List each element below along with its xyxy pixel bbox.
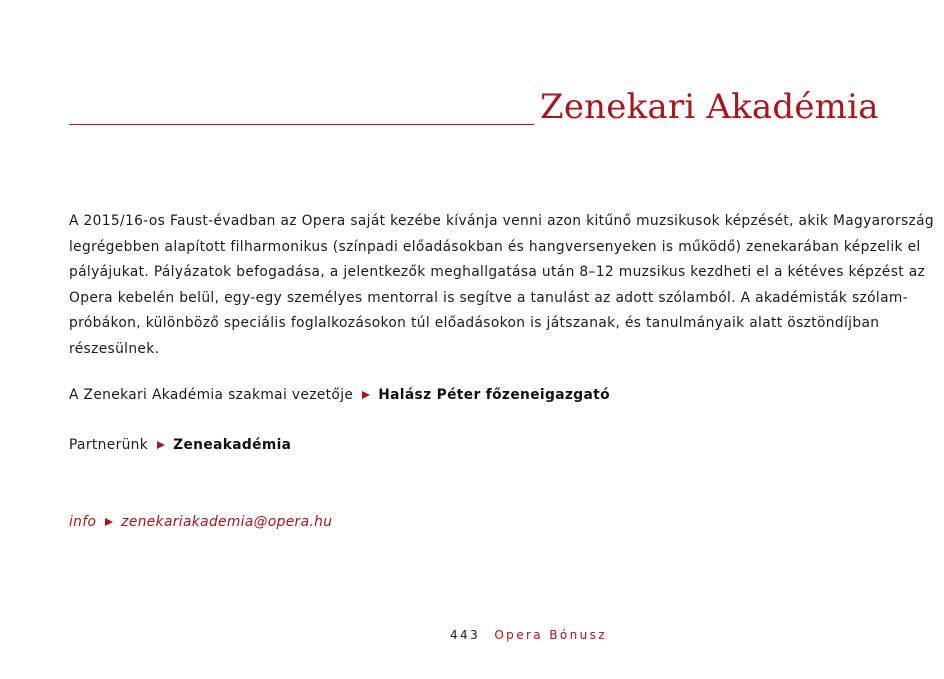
partner-label: Partnerünk	[69, 437, 149, 453]
body-line: próbákon, különböző speciális foglalkozásokon túl előadásokon is játszanak, és tanulmányaik alatt ösztöndíjban	[69, 315, 880, 332]
page-title: Zenekari Akadémia	[540, 87, 879, 127]
title-rule	[69, 124, 534, 125]
publication-name: Opera Bónusz	[494, 628, 608, 642]
partner-name[interactable]: Zeneakadémia	[173, 437, 292, 453]
leader-row	[69, 387, 610, 403]
body-line: pályájukat. Pályázatok befogadása, a jelentkezők meghallgatása után 8–12 muzsikus kezdheti el a kétéves képzést az	[69, 264, 926, 281]
triangle-arrow-right-icon	[362, 391, 370, 399]
body-line: Opera kebelén belül, egy-egy személyes mentorral is segítve a tanulást az adott szólamból. A akadémisták szólam-	[69, 289, 909, 306]
leader-name: Halász Péter főzeneigazgató	[378, 387, 610, 403]
body-paragraph	[69, 209, 935, 363]
partner-row	[69, 437, 291, 453]
triangle-arrow-right-icon	[157, 441, 165, 449]
info-row	[69, 514, 332, 530]
info-label: info	[69, 514, 97, 530]
body-line: részesülnek.	[69, 340, 160, 357]
body-line: A 2015/16-os Faust-évadban az Opera saját kezébe kívánja venni azon kitűnő muzsikusok képzését, akik Magyarország	[69, 213, 935, 229]
triangle-arrow-right-icon	[105, 518, 113, 526]
leader-label: A Zenekari Akadémia szakmai vezetője	[69, 387, 354, 403]
body-line: legrégebben alapított filharmonikus (színpadi előadásokban és hangversenyeken is működő) zenekarában képzelik el	[69, 238, 921, 255]
page-footer	[450, 628, 607, 642]
info-email-link[interactable]: zenekariakademia@opera.hu	[121, 514, 333, 530]
page-number: 443	[450, 628, 481, 642]
